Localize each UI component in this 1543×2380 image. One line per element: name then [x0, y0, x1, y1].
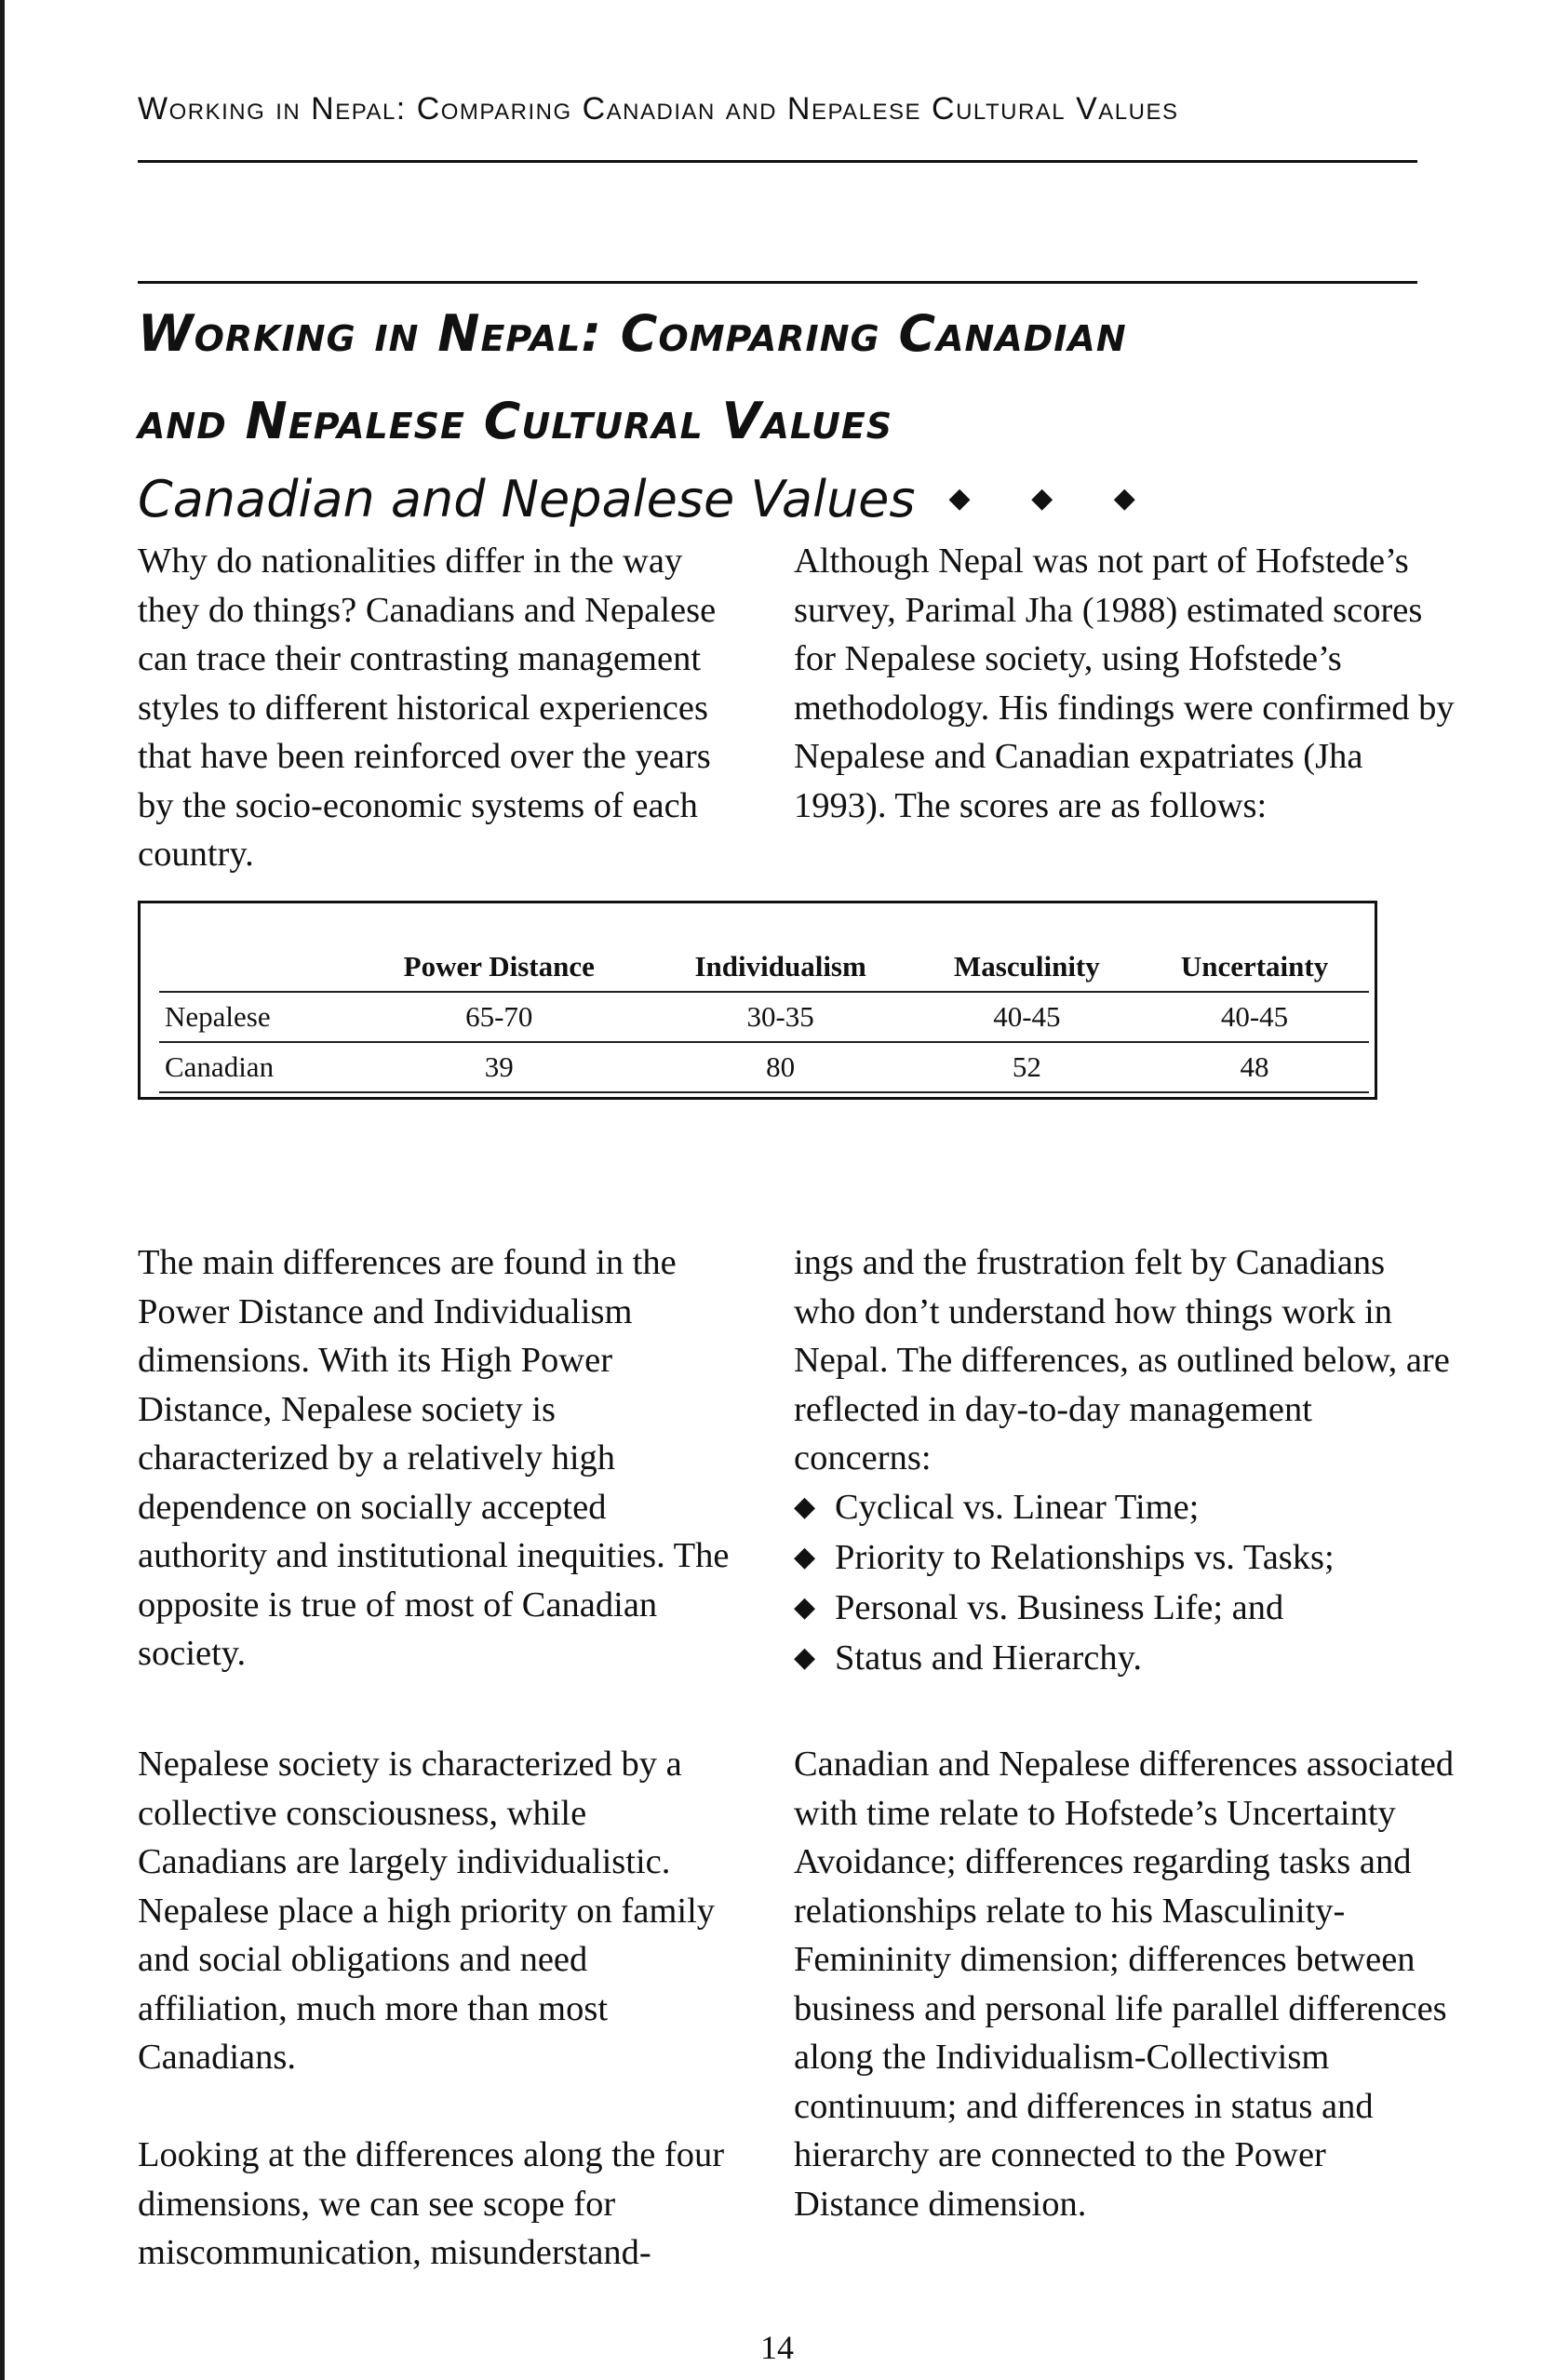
table-row-label: Canadian: [159, 1042, 351, 1092]
intro-paragraph-left: Why do nationalities differ in the way they do things? Canadians and Nepalese can trace their contrasting management styles to different historical experiences that have been reinforced over the years by the socio-economic systems of each country.: [138, 542, 717, 874]
body-paragraph-2: Nepalese society is characterized by a collective consciousness, while Canadians are largely individualistic. Nepalese place a high priority on family and social obligations and need affiliation, much more than most Canadians.: [138, 1745, 716, 2077]
diamond-bullet-icon: ◆: [794, 1542, 816, 1572]
table-header-cell: [159, 943, 351, 992]
list-item: [794, 1482, 1445, 1532]
running-header: Working in Nepal: Comparing Canadian and Nepalese Cultural Values: [138, 91, 1179, 127]
diamond-bullet-icon: ◆: [794, 1642, 816, 1673]
body-paragraph-4: ings and the frustration felt by Canadians who don’t understand how things work in Nepal. The differences, as outlined below, are reflected in day-to-day management concerns:: [794, 1243, 1450, 1477]
list-item-text: Status and Hierarchy.: [835, 1638, 1142, 1678]
body-paragraph-1: The main differences are found in the Power Distance and Individualism dimensions. With its High Power Distance, Nepalese society is characterized by a relatively high dependence on socially accepted authority and institutional inequities. The opposite is true of most of Canadian society.: [138, 1243, 730, 1673]
table-cell: 48: [1140, 1042, 1369, 1092]
scan-edge: [0, 0, 5, 2380]
table-header-cell: Individualism: [648, 943, 914, 992]
table-cell: 39: [351, 1042, 648, 1092]
table-header-cell: Power Distance: [351, 943, 648, 992]
table-cell: 40-45: [914, 992, 1140, 1042]
table-row: [159, 1042, 1369, 1092]
header-rule: [138, 160, 1417, 163]
table-row: [159, 992, 1369, 1042]
diamond-bullet-icon: ◆: [794, 1592, 816, 1623]
scores-table-box: [138, 901, 1377, 1100]
list-item-text: Cyclical vs. Linear Time;: [835, 1488, 1200, 1527]
page-number: 14: [760, 2329, 794, 2366]
page-title-line-2: and Nepalese Cultural Values: [138, 392, 893, 450]
page-title-line-1: Working in Nepal: Comparing Canadian: [138, 304, 1127, 363]
table-header-cell: Uncertainty: [1140, 943, 1369, 992]
page-title: [138, 290, 1417, 465]
table-cell: 52: [914, 1042, 1140, 1092]
list-item: [794, 1532, 1445, 1583]
list-item-text: Personal vs. Business Life; and: [835, 1588, 1284, 1627]
scores-table: [159, 943, 1369, 1093]
diamond-ornament-icon: ◆ ◆ ◆: [948, 482, 1161, 515]
title-rule: [138, 281, 1417, 284]
list-item: [794, 1583, 1445, 1633]
list-item-text: Priority to Relationships vs. Tasks;: [835, 1538, 1335, 1577]
table-cell: 65-70: [351, 992, 648, 1042]
table-cell: 30-35: [648, 992, 914, 1042]
table-cell: 80: [648, 1042, 914, 1092]
table-row-label: Nepalese: [159, 992, 351, 1042]
body-paragraph-3: Looking at the differences along the four dimensions, we can see scope for miscommunication, misunderstand-: [138, 2135, 725, 2272]
table-header-cell: Masculinity: [914, 943, 1140, 992]
list-item: [794, 1633, 1445, 1683]
table-header-row: [159, 943, 1369, 992]
intro-paragraph-right: Although Nepal was not part of Hofstede’s survey, Parimal Jha (1988) estimated scores for Nepalese society, using Hofstede’s methodology. His findings were confirmed by Nepalese and Canadian expatriates (Jha 1993). The scores are as follows:: [794, 542, 1455, 825]
section-heading-text: Canadian and Nepalese Values: [138, 470, 916, 528]
body-paragraph-5: Canadian and Nepalese differences associated with time relate to Hofstede’s Uncertainty Avoidance; differences regarding tasks and relationships relate to his Masculinity-Femininity dimension; differences between business and personal life parallel differences along the Individualism-Collectivism continuum; and differences in status and hierarchy are connected to the Power Distance dimension.: [794, 1745, 1455, 2224]
section-heading: [138, 470, 1208, 528]
table-cell: 40-45: [1140, 992, 1369, 1042]
concerns-list: [794, 1482, 1445, 1683]
diamond-bullet-icon: ◆: [794, 1491, 816, 1522]
